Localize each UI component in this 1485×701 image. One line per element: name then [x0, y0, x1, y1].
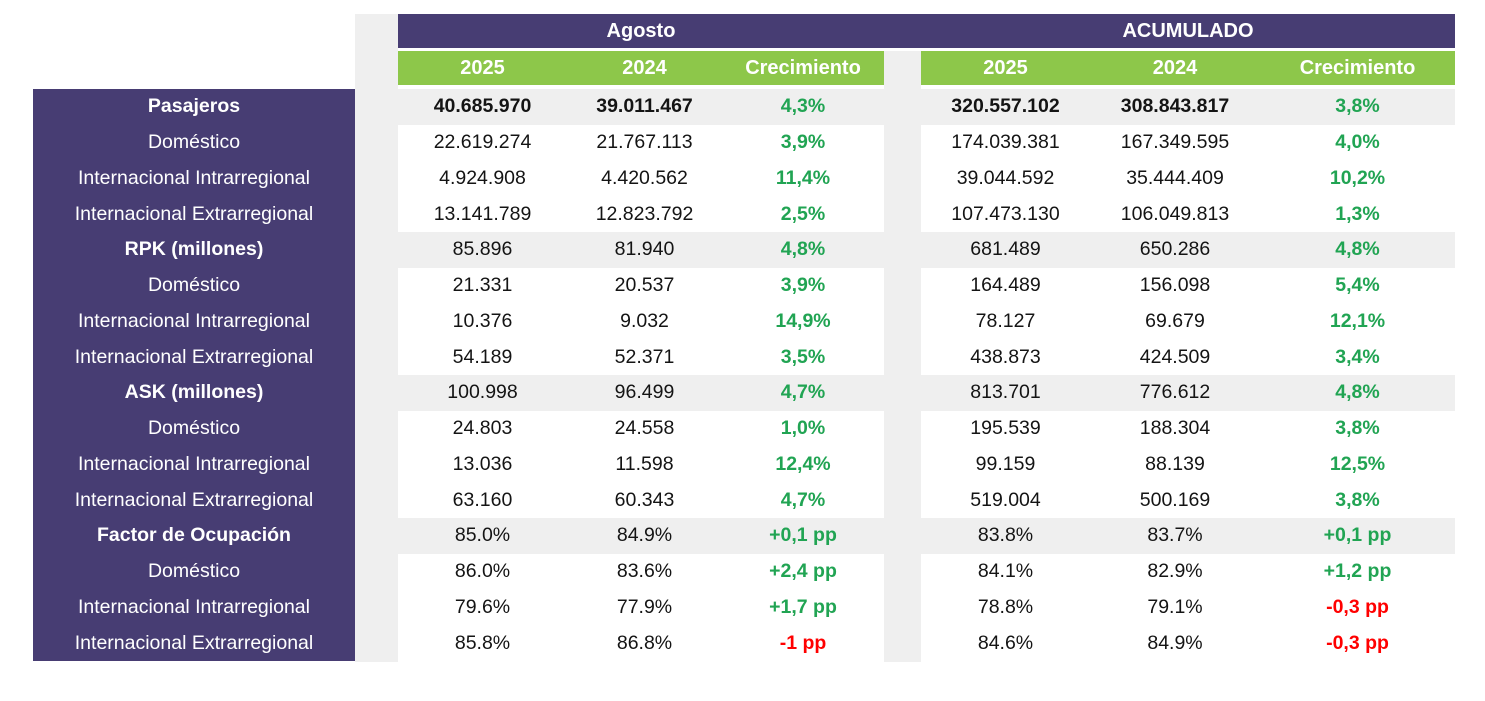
table-row — [33, 268, 1455, 304]
table-row — [33, 518, 1455, 554]
value-acumulado-crecimiento: 10,2% — [1260, 161, 1455, 197]
row-label: Internacional Extrarregional — [33, 339, 355, 375]
value-acumulado-2025: 84.6% — [921, 625, 1090, 661]
value-acumulado-2024: 424.509 — [1090, 339, 1260, 375]
value-acumulado-crecimiento: 3,4% — [1260, 339, 1455, 375]
value-acumulado-2024: 308.843.817 — [1090, 89, 1260, 125]
value-agosto-2025: 4.924.908 — [398, 161, 567, 197]
col-header-2025: 2025 — [460, 56, 505, 79]
value-agosto-2024: 96.499 — [567, 375, 722, 411]
table-row — [33, 161, 1455, 197]
value-agosto-crecimiento: 3,9% — [722, 268, 884, 304]
value-acumulado-2025: 78.127 — [921, 304, 1090, 340]
value-agosto-2024: 9.032 — [567, 304, 722, 340]
value-acumulado-2025: 78.8% — [921, 590, 1090, 626]
value-agosto-2025: 85.896 — [398, 232, 567, 268]
value-acumulado-2024: 167.349.595 — [1090, 125, 1260, 161]
row-label: Internacional Intrarregional — [33, 590, 355, 626]
value-agosto-crecimiento: 4,8% — [722, 232, 884, 268]
row-label: Pasajeros — [33, 89, 355, 125]
value-acumulado-crecimiento: 4,8% — [1260, 375, 1455, 411]
col-header-crecimiento: Crecimiento — [745, 56, 861, 79]
value-agosto-2024: 60.343 — [567, 482, 722, 518]
col-header-2025: 2025 — [983, 56, 1028, 79]
value-acumulado-2025: 83.8% — [921, 518, 1090, 554]
value-agosto-2024: 86.8% — [567, 625, 722, 661]
value-acumulado-crecimiento: 3,8% — [1260, 411, 1455, 447]
value-agosto-2025: 13.036 — [398, 447, 567, 483]
value-acumulado-crecimiento: +1,2 pp — [1260, 554, 1455, 590]
value-agosto-2025: 24.803 — [398, 411, 567, 447]
value-acumulado-crecimiento: -0,3 pp — [1260, 625, 1455, 661]
value-agosto-2025: 85.0% — [398, 518, 567, 554]
value-acumulado-2024: 82.9% — [1090, 554, 1260, 590]
row-label: Doméstico — [33, 554, 355, 590]
value-agosto-crecimiento: 3,9% — [722, 125, 884, 161]
value-acumulado-2025: 438.873 — [921, 339, 1090, 375]
value-acumulado-2025: 174.039.381 — [921, 125, 1090, 161]
value-acumulado-crecimiento: 12,1% — [1260, 304, 1455, 340]
value-agosto-2024: 84.9% — [567, 518, 722, 554]
value-agosto-crecimiento: 14,9% — [722, 304, 884, 340]
corner-blank — [33, 14, 355, 48]
table-row — [33, 232, 1455, 268]
col-header-2024: 2024 — [1152, 56, 1198, 79]
section-title-agosto: Agosto — [606, 19, 676, 42]
value-acumulado-crecimiento: 4,0% — [1260, 125, 1455, 161]
value-agosto-2024: 11.598 — [567, 447, 722, 483]
value-acumulado-crecimiento: +0,1 pp — [1260, 518, 1455, 554]
value-acumulado-2024: 69.679 — [1090, 304, 1260, 340]
value-agosto-2024: 77.9% — [567, 590, 722, 626]
value-acumulado-2025: 164.489 — [921, 268, 1090, 304]
value-agosto-2024: 83.6% — [567, 554, 722, 590]
row-label: Doméstico — [33, 411, 355, 447]
row-label: Internacional Intrarregional — [33, 304, 355, 340]
value-acumulado-2024: 88.139 — [1090, 447, 1260, 483]
value-acumulado-2024: 188.304 — [1090, 411, 1260, 447]
value-acumulado-2024: 84.9% — [1090, 625, 1260, 661]
row-label: Doméstico — [33, 125, 355, 161]
table-row — [33, 447, 1455, 483]
value-agosto-2025: 63.160 — [398, 482, 567, 518]
value-acumulado-crecimiento: -0,3 pp — [1260, 590, 1455, 626]
row-label: Internacional Intrarregional — [33, 447, 355, 483]
value-agosto-2024: 21.767.113 — [567, 125, 722, 161]
value-agosto-crecimiento: +0,1 pp — [722, 518, 884, 554]
table-row — [33, 339, 1455, 375]
section-header-row — [33, 14, 1455, 48]
value-acumulado-2024: 79.1% — [1090, 590, 1260, 626]
value-agosto-2025: 86.0% — [398, 554, 567, 590]
acumulado-column-headers — [921, 51, 1455, 85]
value-agosto-2025: 85.8% — [398, 625, 567, 661]
value-agosto-crecimiento: 12,4% — [722, 447, 884, 483]
value-agosto-crecimiento: 11,4% — [722, 161, 884, 197]
value-agosto-crecimiento: 1,0% — [722, 411, 884, 447]
section-header-bar — [398, 14, 1455, 48]
column-header-row — [33, 51, 1455, 85]
value-agosto-crecimiento: -1 pp — [722, 625, 884, 661]
value-acumulado-2024: 35.444.409 — [1090, 161, 1260, 197]
value-agosto-2025: 10.376 — [398, 304, 567, 340]
value-agosto-crecimiento: 4,7% — [722, 482, 884, 518]
value-agosto-2024: 24.558 — [567, 411, 722, 447]
value-acumulado-2025: 813.701 — [921, 375, 1090, 411]
value-acumulado-2025: 519.004 — [921, 482, 1090, 518]
value-acumulado-crecimiento: 3,8% — [1260, 482, 1455, 518]
row-label: Internacional Intrarregional — [33, 161, 355, 197]
value-acumulado-crecimiento: 3,8% — [1260, 89, 1455, 125]
value-acumulado-2024: 156.098 — [1090, 268, 1260, 304]
value-agosto-2024: 52.371 — [567, 339, 722, 375]
value-acumulado-2024: 500.169 — [1090, 482, 1260, 518]
value-agosto-2025: 100.998 — [398, 375, 567, 411]
table-row — [33, 590, 1455, 626]
value-acumulado-2025: 107.473.130 — [921, 196, 1090, 232]
value-agosto-2024: 81.940 — [567, 232, 722, 268]
value-acumulado-crecimiento: 4,8% — [1260, 232, 1455, 268]
value-agosto-2024: 39.011.467 — [567, 89, 722, 125]
row-label: RPK (millones) — [33, 232, 355, 268]
value-acumulado-2025: 39.044.592 — [921, 161, 1090, 197]
value-agosto-2025: 21.331 — [398, 268, 567, 304]
value-acumulado-2025: 195.539 — [921, 411, 1090, 447]
value-agosto-2025: 13.141.789 — [398, 196, 567, 232]
col-header-2024: 2024 — [622, 56, 667, 79]
value-acumulado-crecimiento: 12,5% — [1260, 447, 1455, 483]
table-row — [33, 482, 1455, 518]
value-agosto-crecimiento: 4,7% — [722, 375, 884, 411]
table-row — [33, 89, 1455, 125]
value-agosto-crecimiento: 4,3% — [722, 89, 884, 125]
table-row — [33, 125, 1455, 161]
row-label: Internacional Extrarregional — [33, 482, 355, 518]
row-label: Factor de Ocupación — [33, 518, 355, 554]
table-row — [33, 625, 1455, 661]
value-agosto-2024: 12.823.792 — [567, 196, 722, 232]
value-agosto-2025: 54.189 — [398, 339, 567, 375]
table-row — [33, 196, 1455, 232]
table-row — [33, 375, 1455, 411]
row-label: Doméstico — [33, 268, 355, 304]
value-acumulado-2024: 650.286 — [1090, 232, 1260, 268]
value-agosto-crecimiento: 2,5% — [722, 196, 884, 232]
table-row — [33, 411, 1455, 447]
value-acumulado-2025: 320.557.102 — [921, 89, 1090, 125]
value-acumulado-crecimiento: 1,3% — [1260, 196, 1455, 232]
table-body — [33, 89, 1455, 661]
table-row — [33, 304, 1455, 340]
value-agosto-2024: 20.537 — [567, 268, 722, 304]
section-title-acumulado: ACUMULADO — [1122, 19, 1254, 42]
col-header-crecimiento: Crecimiento — [1299, 56, 1416, 79]
value-acumulado-2025: 84.1% — [921, 554, 1090, 590]
row-label: ASK (millones) — [33, 375, 355, 411]
value-acumulado-2025: 99.159 — [921, 447, 1090, 483]
value-acumulado-2024: 776.612 — [1090, 375, 1260, 411]
value-agosto-crecimiento: +2,4 pp — [722, 554, 884, 590]
traffic-statistics-table — [33, 14, 1455, 661]
value-acumulado-2024: 83.7% — [1090, 518, 1260, 554]
value-agosto-2025: 22.619.274 — [398, 125, 567, 161]
value-acumulado-crecimiento: 5,4% — [1260, 268, 1455, 304]
table-row — [33, 554, 1455, 590]
value-acumulado-2024: 106.049.813 — [1090, 196, 1260, 232]
agosto-column-headers — [398, 51, 884, 85]
value-agosto-crecimiento: 3,5% — [722, 339, 884, 375]
value-agosto-2025: 40.685.970 — [398, 89, 567, 125]
value-agosto-2024: 4.420.562 — [567, 161, 722, 197]
row-label: Internacional Extrarregional — [33, 625, 355, 661]
value-acumulado-2025: 681.489 — [921, 232, 1090, 268]
row-label: Internacional Extrarregional — [33, 196, 355, 232]
value-agosto-crecimiento: +1,7 pp — [722, 590, 884, 626]
value-agosto-2025: 79.6% — [398, 590, 567, 626]
